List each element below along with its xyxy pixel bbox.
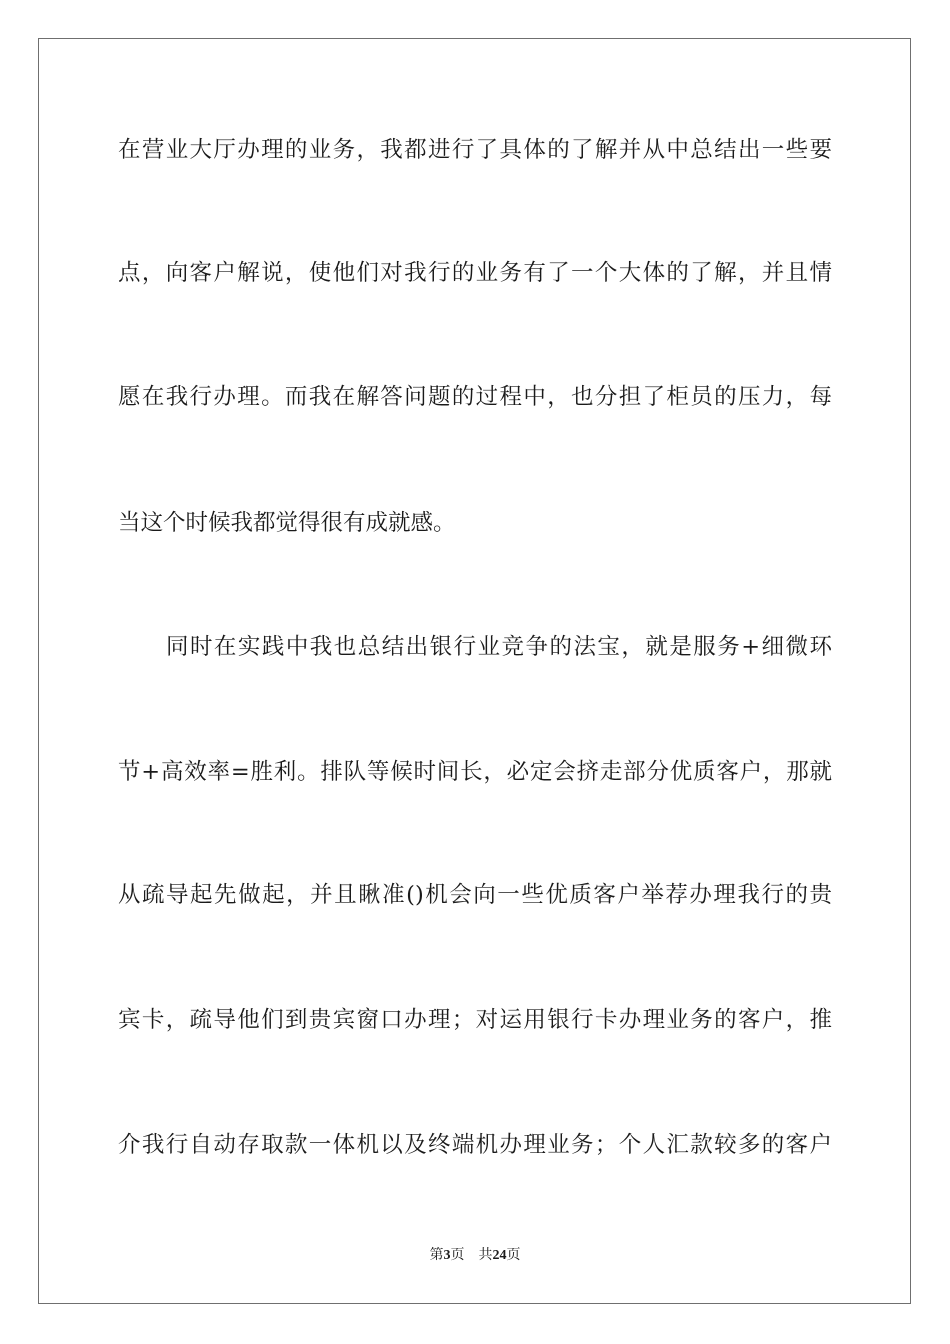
body-line-8: 宾卡，疏导他们到贵宾窗口办理；对运用银行卡办理业务的客户，推 [118, 1007, 832, 1033]
total-prefix: 共 [478, 1248, 493, 1263]
body-line-9: 介我行自动存取款一体机以及终端机办理业务；个人汇款较多的客户 [118, 1132, 832, 1158]
total-pages: 24 [492, 1248, 507, 1263]
body-line-6: 节+高效率=胜利。排队等候时间长，必定会挤走部分优质客户，那就 [118, 759, 832, 785]
page-number: 3 [443, 1248, 451, 1263]
body-line-1: 在营业大厅办理的业务，我都进行了具体的了解并从中总结出一些要 [118, 137, 832, 163]
body-line-3: 愿在我行办理。而我在解答问题的过程中，也分担了柜员的压力，每 [118, 384, 832, 410]
total-suffix: 页 [506, 1248, 521, 1263]
body-line-7: 从疏导起先做起，并且瞅准()机会向一些优质客户举荐办理我行的贵 [118, 882, 832, 908]
paragraph-start-line: 同时在实践中我也总结出银行业竞争的法宝，就是服务+细微环 [166, 634, 832, 660]
body-line-4: 当这个时候我都觉得很有成就感。 [118, 510, 456, 536]
body-line-2: 点，向客户解说，使他们对我行的业务有了一个大体的了解，并且情 [118, 260, 832, 286]
page-suffix: 页 [450, 1248, 465, 1263]
page-prefix: 第 [429, 1248, 444, 1263]
page-footer [0, 1247, 950, 1265]
page-border [38, 38, 911, 1304]
